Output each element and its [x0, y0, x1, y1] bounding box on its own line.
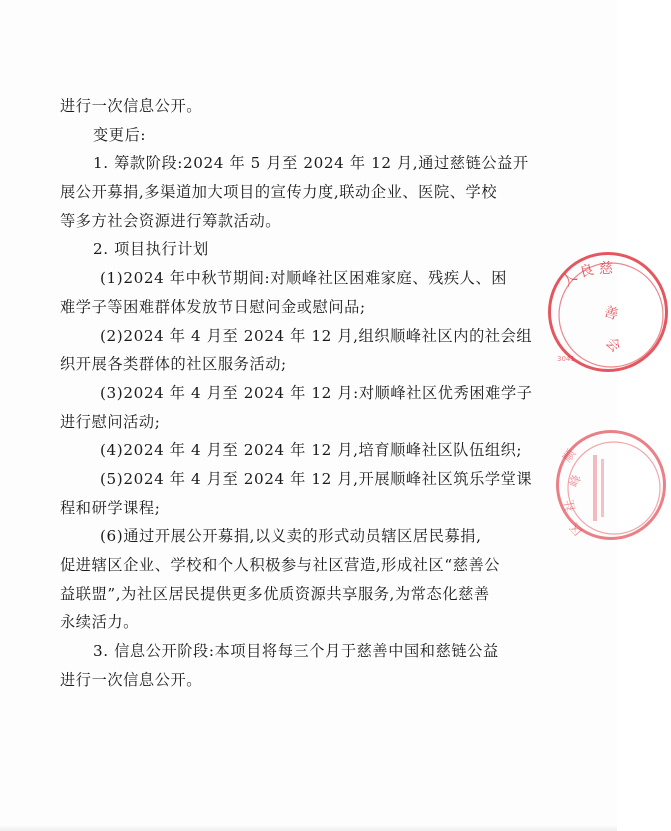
text-line: 程和研学课程;: [60, 498, 161, 517]
text-line: (5)2024 年 4 月至 2024 年 12 月,开展顺峰社区筑乐学堂课: [100, 469, 533, 488]
text-line: 织开展各类群体的社区服务活动;: [60, 355, 287, 374]
text-line: 益联盟”,为社区居民提供更多优质资源共享服务,为常态化慈善: [60, 584, 490, 603]
seal-graphic: [551, 255, 671, 375]
svg-text:顺: 顺: [559, 446, 579, 465]
svg-text:峰: 峰: [566, 472, 584, 490]
text-line: 等多方社会资源进行筹款活动。: [60, 211, 282, 230]
text-line: 进行一次信息公开。: [60, 97, 203, 115]
svg-text:良: 良: [577, 261, 596, 281]
text-line: 难学子等困难群体发放节日慰问金或慰问品;: [60, 297, 366, 316]
text-line: 变更后:: [93, 125, 147, 144]
text-line: (3)2024 年 4 月至 2024 年 12 月:对顺峰社区优秀困难学子: [100, 383, 533, 402]
svg-text:区: 区: [566, 519, 586, 539]
seal-graphic: [559, 433, 669, 543]
text-line: 展公开募捐,多渠道加大项目的宣传力度,联动企业、医院、学校: [60, 183, 498, 202]
text-line: 进行慰问活动;: [60, 412, 161, 431]
document-body: [60, 92, 560, 694]
page-bottom-edge: [0, 825, 617, 831]
text-line: 1. 筹款阶段:2024 年 5 月至 2024 年 12 月,通过慈链公益开: [93, 154, 529, 173]
text-line: 永续活力。: [60, 613, 139, 632]
svg-text:善: 善: [601, 303, 621, 324]
text-line: (1)2024 年中秋节期间:对顺峰社区困难家庭、残疾人、困: [100, 269, 508, 288]
text-line: (4)2024 年 4 月至 2024 年 12 月,培育顺峰社区队伍组织;: [100, 441, 523, 460]
svg-text:慈: 慈: [599, 261, 613, 277]
svg-text:会: 会: [602, 334, 624, 356]
svg-text:人: 人: [559, 268, 581, 291]
text-line: 进行一次信息公开。: [60, 670, 203, 689]
text-line: 2. 项目执行计划: [93, 240, 209, 259]
official-seal-stamp: [556, 430, 666, 540]
svg-text:3041: 3041: [557, 355, 575, 363]
text-line: (6)通过开展公开募捐,以义卖的形式动员辖区居民募捐,: [100, 527, 482, 546]
text-line: (2)2024 年 4 月至 2024 年 12 月,组织顺峰社区内的社会组: [100, 326, 533, 345]
svg-text:社: 社: [562, 498, 578, 513]
text-line: 促进辖区企业、学校和个人积极参与社区营造,形成社区“慈善公: [60, 556, 501, 574]
official-seal-stamp: [548, 252, 668, 372]
text-line: 3. 信息公开阶段:本项目将每三个月于慈善中国和慈链公益: [93, 642, 499, 661]
